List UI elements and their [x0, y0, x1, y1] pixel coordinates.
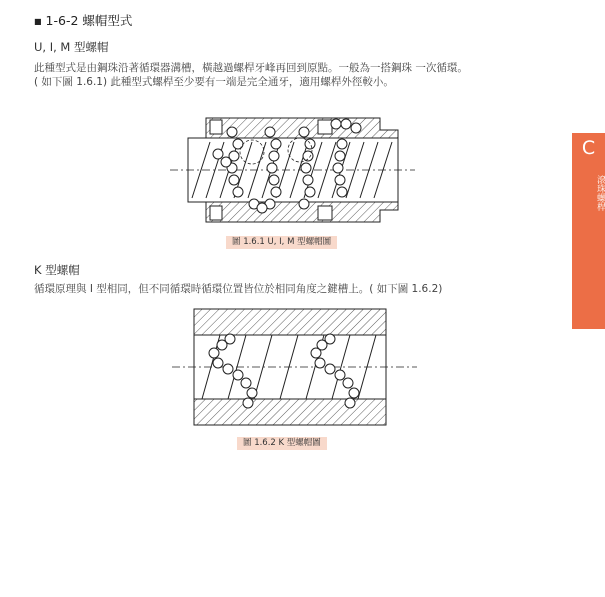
- k-heading: K 型螺帽: [34, 263, 80, 277]
- uim-paragraph-line-1: 此種型式是由鋼珠沿著循環器溝槽，橫越過螺桿牙峰再回到原點。一般為一搭鋼珠 一次循環。: [34, 62, 468, 74]
- chapter-letter: C: [581, 137, 596, 159]
- k-paragraph: 循環原理與 I 型相同，但不同循環時循環位置皆位於相同角度之鍵槽上。( 如下圖 1.6.2): [34, 283, 443, 295]
- chapter-side-tab[interactable]: [572, 133, 605, 329]
- bullet-icon: ■: [34, 17, 42, 26]
- figure-caption-2: 圖 1.6.2 K 型螺帽圖: [237, 437, 327, 450]
- uim-heading: U, I, M 型螺帽: [34, 40, 109, 54]
- uim-paragraph-line-2: ( 如下圖 1.6.1) 此種型式螺桿至少要有一端是完全通牙，適用螺桿外徑較小。: [34, 76, 394, 88]
- uim-nut-figure: [170, 110, 415, 230]
- section-title: 1-6-2 螺帽型式: [45, 13, 133, 28]
- section-heading: [34, 11, 132, 29]
- figure-caption-1: 圖 1.6.1 U, I, M 型螺帽圖: [226, 236, 337, 249]
- k-nut-figure: [172, 305, 417, 430]
- chapter-label: 滾珠螺桿: [595, 175, 605, 211]
